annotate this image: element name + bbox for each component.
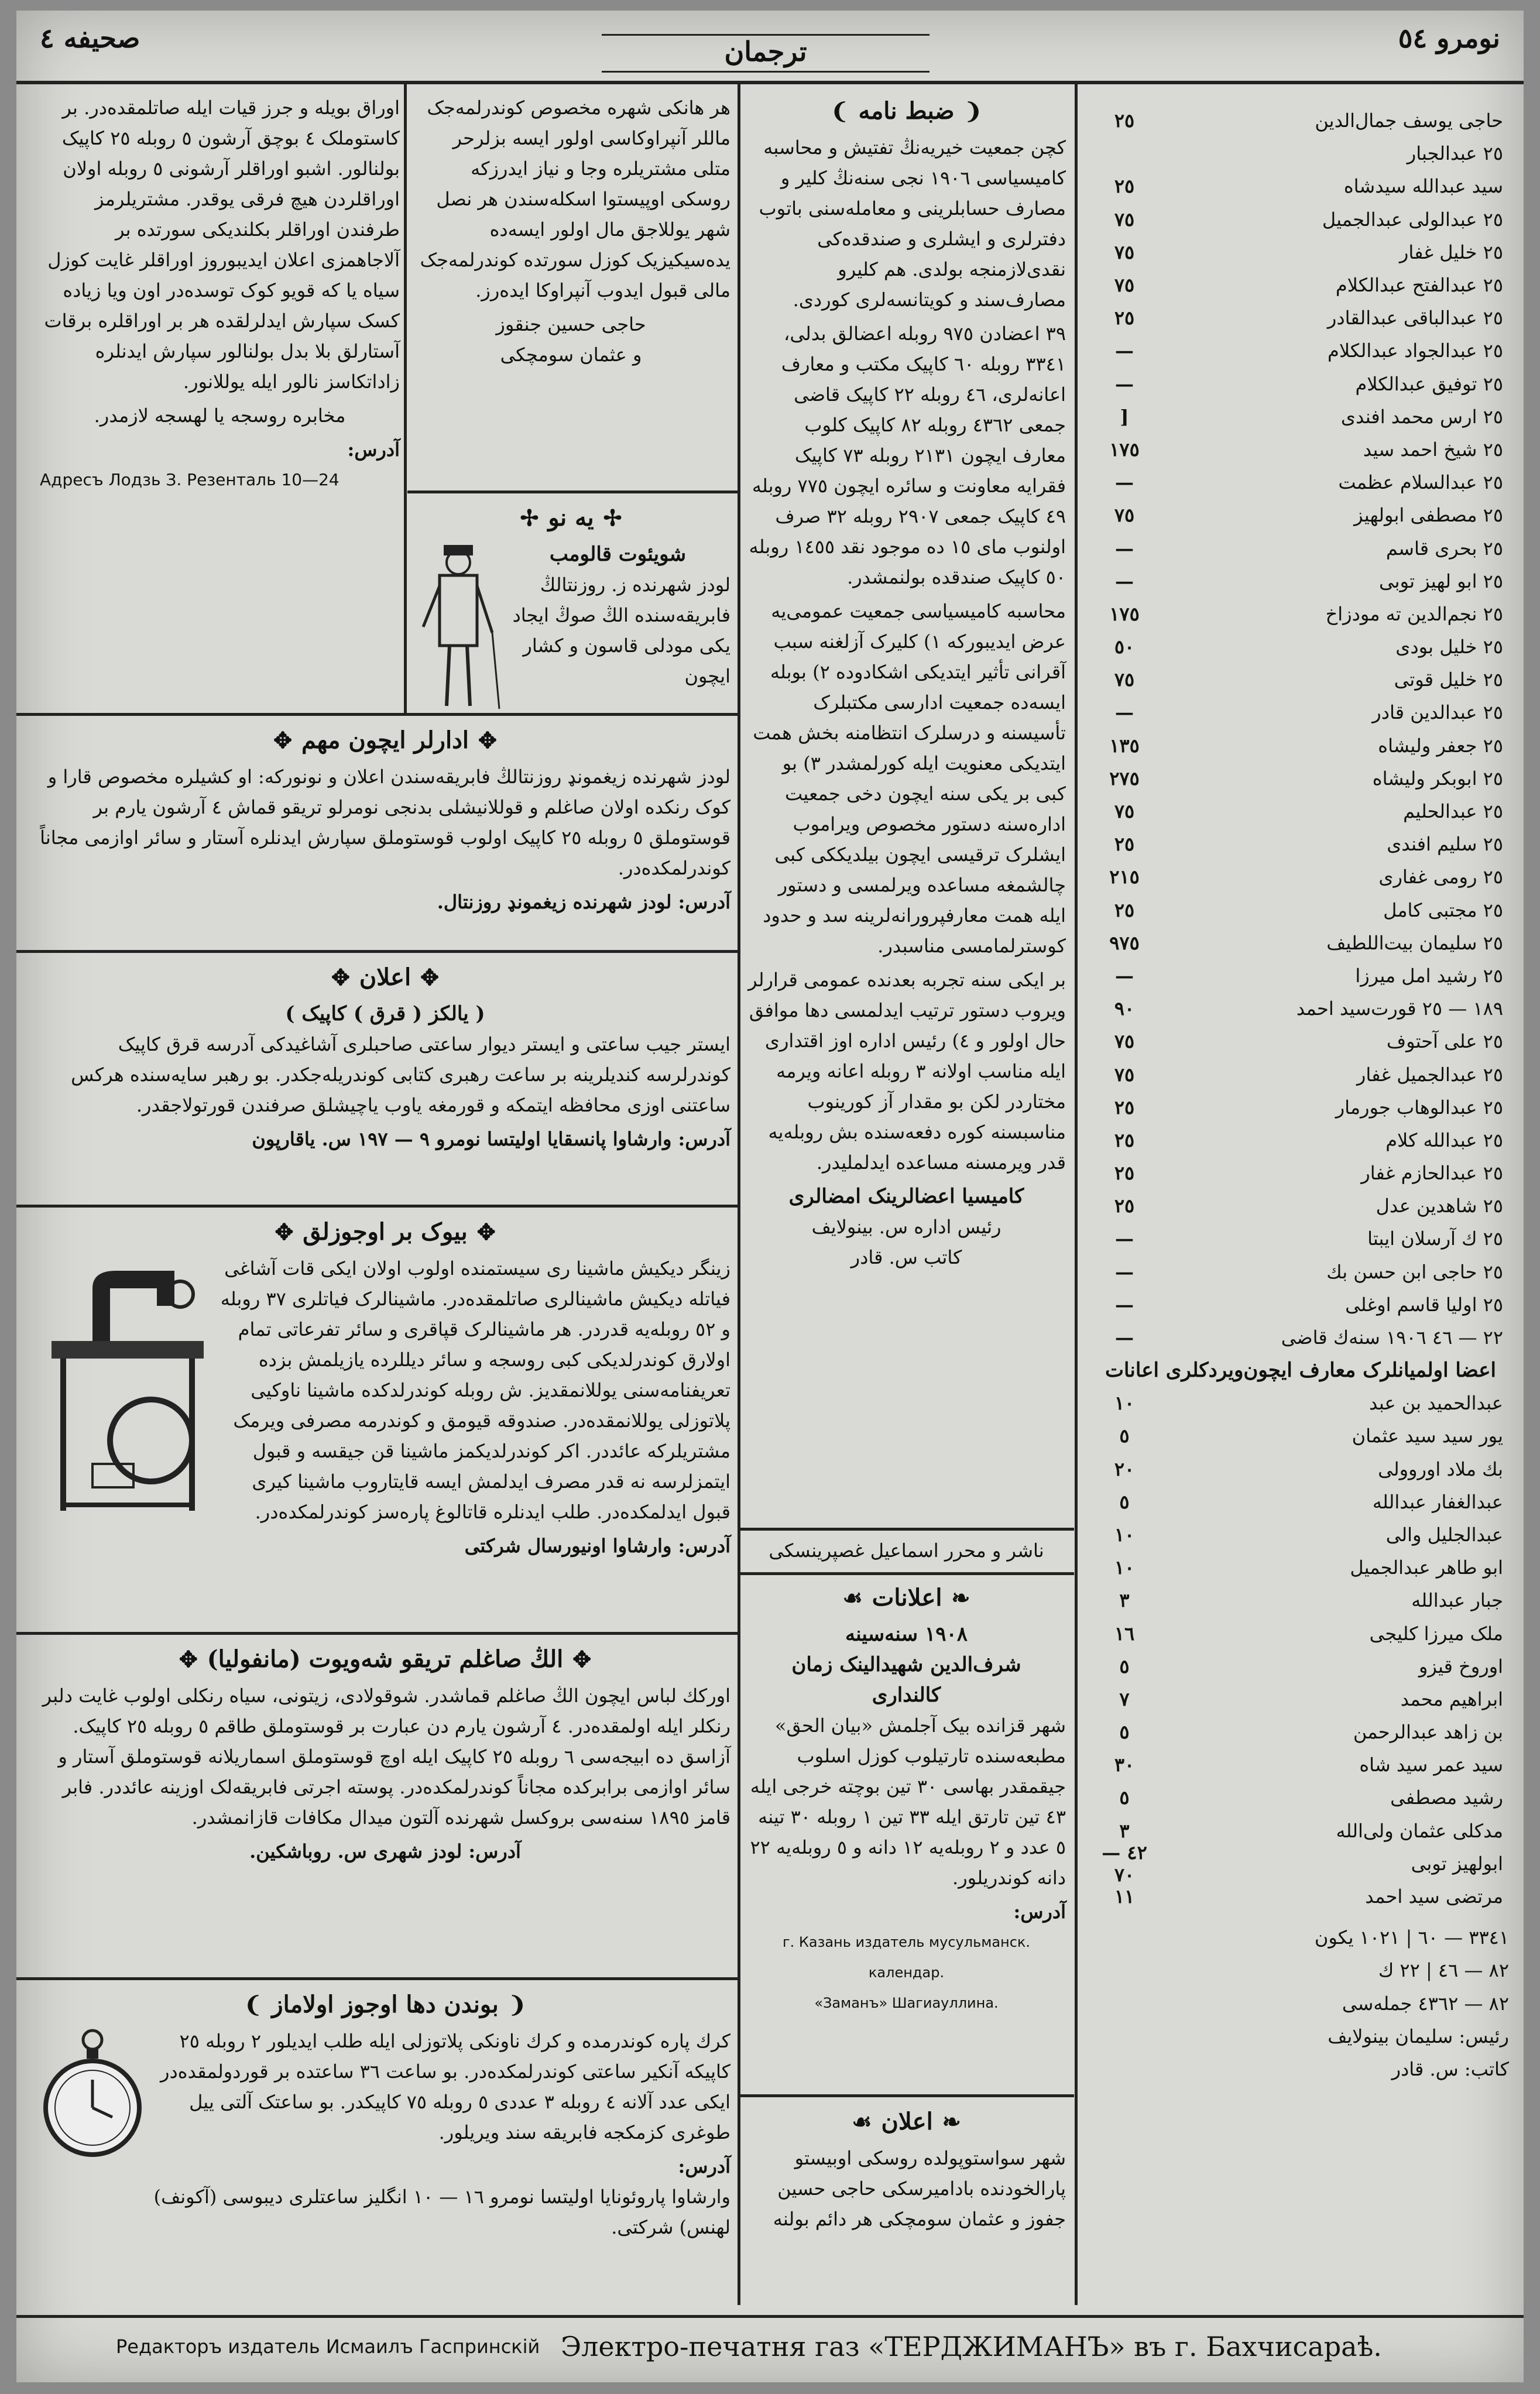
editor-line: Редакторъ издатель Исмаилъ Гаспринскій: [116, 2335, 540, 2358]
donation-row: [1092, 696, 1509, 729]
donor-name: ٢٢ — ٤٦ ١٩٠٦ سنه‌ك قاضی: [1281, 1326, 1503, 1349]
donation-row: [1092, 1650, 1509, 1683]
donation-amount: ٧٥: [1114, 274, 1135, 297]
ad-body: شهر سواستوپولده روسکی اوبیستو پارالخودنده بادامیرسکی حاجی حسین جفوز و عثمان سومچکی هر دائم بولنه: [773, 2147, 1066, 2230]
column-rule: [1075, 81, 1078, 2305]
donor-name: اوروخ قیزو: [1418, 1655, 1503, 1678]
calendar-body: شهر قزانده بیک آجلمش «بیان الحق» مطبعه‌سنده تارتیلوب کوزل اسلوب جیقمقدر بهاسی ٣٠ تین بوچته خرجی ایله ٤٣ تین تارتق ایله ٣٣ تین ١ روبله ٣٠ تینه ٥ عدد و ٢ روبله‌یه ١٢ دانه و ٥ روبله‌یه ٢٢ دانه کوندریلور.: [750, 1714, 1066, 1889]
donation-amount: ٥: [1119, 1655, 1130, 1678]
ad-important: [40, 722, 730, 917]
donor-name: ٢٥ عبدالباقی عبدالقادر: [1327, 307, 1503, 330]
donation-row: [1092, 1058, 1509, 1090]
donation-row: [1092, 400, 1509, 433]
donation-row: [1092, 1781, 1509, 1814]
donation-row: [1092, 828, 1509, 860]
ad-body: زینگر دیکیش ماشینا ری سیستمنده اولوب اولان ایکی قات آشاغی فیاتله دیکیش ماشینالری صاتلمقده‌در. ماشینالرک فیاتلری ٣٧ روبله و ٥٢ روبله‌یه قدردر. هر ماشینالرک قپاقری و سائر تفرعاتی تمام اولارق کوندرلدیکی کبی روسجه و سائر دیللرده یازیلمش بزده تعریفنامه‌سنی یوللانمقدیز. ش روبله کوندرلدکده ماشینا ناوکیی پلاتوزلی یوللانمقده‌در. صندوقه قیومق و کوندرمه مصرفی ویرمک مشتریلرکه عائددر. اکر کوندرلدیکمز ماشینا قن جیقسه و قبول ایتمزلرسه نه قدر مصرف ایدلمش ایسه قایتاروب ماشینا کیری قبول ایدلمکده‌در. طلب ایدنلره قاتالوغ پاره‌سز کوندرلمکده‌در.: [220, 1257, 730, 1523]
ad-shop: [747, 2103, 1066, 2238]
donor-name: ٢٥ عبدالحلیم: [1403, 800, 1503, 823]
donation-row: [1092, 466, 1509, 499]
donation-amount: —: [1115, 339, 1134, 362]
donation-row: [1092, 137, 1509, 170]
ad-note: مخابره روسجه یا لهسجه لازمدر.: [94, 404, 346, 427]
donation-row: [1092, 1453, 1509, 1486]
ad-body: اوركك لباس ایچون الڭ صاغلم قماشدر. شوقولادی، زیتونی، سیاه رنکلی اولوب غایت دلبر رنکلر ایله اولمقده‌در. ٤ آرشون یارم دن عبارت بر قوستوملق طاقم ٥ روبله ٢٥ کاپیک. آزاسق ده ابیجه‌سی ٦ روبله ٢٥ کاپیک ایله اوچ قوستوملق اسماریلانه قوستوملق آستار و سائر اوازمی برابرکده مجاناً کوندرلمکده‌در. پوسته اجرتی فابریقه‌لک اوزینه عائددر. فابر قامز ١٨٩٥ سنه‌سی بروکسل شهرنده آلتون میدال مکافات قازانمشدر.: [42, 1685, 730, 1829]
donation-amount: ٧٥: [1114, 800, 1135, 823]
donation-amount: ٧٥: [1114, 241, 1135, 263]
masthead: ترجمان: [602, 34, 930, 73]
donor-name: حاجی یوسف جمال‌الدین: [1315, 109, 1503, 132]
donation-row: [1092, 1387, 1509, 1419]
donor-name: ٢٥ ارس محمد افندی: [1340, 405, 1503, 428]
address-russian: «Заманъ» Шагиауллина.: [814, 1995, 999, 2011]
donation-amount: ٧٥: [1114, 504, 1135, 527]
divider: [740, 1528, 1074, 1531]
donation-amount: ٥: [1119, 1425, 1130, 1448]
donation-amount: —: [1115, 964, 1134, 987]
donation-amount: ٧٥: [1114, 208, 1135, 231]
ad-new-fabric: [411, 499, 730, 715]
notice-paragraph: بر ایکی سنه تجربه بعدنده عمومی قرارلر ویروب دستور ترتیب ایدلمسی دها موافق حال اولور و ٤) رئیس اداره اوز اقتداری ایله مناسب اولانه ٣ روبله اعانه ویرمه مختاردر لکن بو مقدار آز کورینوب مناسبسنه کوره دفعه‌سنده بش روبله‌یه قدر ویرمسنه مساعده ایدلملیدر.: [748, 969, 1066, 1174]
sewing-machine-icon: [40, 1253, 215, 1522]
donation-amount: —: [1115, 537, 1134, 560]
ad-title: ✥ادارلر ایچون مهم✥: [40, 725, 730, 756]
donor-name: ٢٥ رومی غفاری: [1378, 866, 1503, 889]
donation-amount: ٥: [1119, 1786, 1130, 1809]
ad-title: ❧اعلان☙: [747, 2107, 1066, 2137]
donation-amount: ٢٠: [1114, 1457, 1135, 1480]
donation-row: [1092, 1189, 1509, 1222]
ad-subtitle: شویئوت قالومب: [549, 543, 687, 566]
donor-name: ٢٥ سلیمان بیت‌اللطیف: [1326, 931, 1503, 954]
donation-amount: ١٣٥: [1109, 734, 1140, 757]
donation-row: [1092, 663, 1509, 696]
donor-name: ١٨٩ — ٢٥ قورت‌سید احمد: [1296, 997, 1503, 1020]
ad-body: لودز شهرنده زیغمونډ روزنتالڭ فابریقه‌سندن اعلان و نونورکه: او کشیلره مخصوص قارا و کوک رنکده اولان صاغلم و قوللانیشلی بدنجی نومرلو تریقو قماش ٤ آرشون یارم بر قوستوملق ٥ روبله ٢٥ کاپیک اولوب قوستوملق سپارش ایدنلره آستار و سائر اوازمی مجاناً کوندرلمکده‌در.: [40, 766, 730, 879]
ad-body: ایستر جیب ساعتی و ایستر دیوار ساعتی صاحبلری آشاغیدکی آدرسه قرق کاپیک کوندرلرسه کندیلرینه بر ساعت رهبری کتابی کوندریله‌جکدر. بو رهبر سایه‌سنده هرکس ساعتنی اوزی محافظه ایتمکه و قورمغه یاوب یاچیشلق صرفندن قورتولاجقدر.: [71, 1033, 730, 1116]
donation-amount: ٧: [1119, 1688, 1130, 1710]
notice-paragraph: ٣٩ اعضادن ٩٧٥ روبله اعضالق بدلی، ٣٣٤١ روبله ٦٠ کاپیک مکتب و معارف اعانه‌لری، ٤٦ روبله ٢٢ کاپیک قاضی جمعی ٤٣٦٢ روبله ٨٢ کاپیک کلوب معارف ایچون ٢١٣١ روبله ٧٣ کاپیک فقرایه معاونت و سائره ایچون ٧٧٥ روبله ٤٩ کاپیک جمعی ٢٩٠٧ روبله ٣٢ صرف اولنوب مای ١٥ ده موجود نقد ١٤٥٥ روبله ٥٠ کاپیک صندقده بولنمشدر.: [749, 323, 1066, 588]
donation-amount: ٢٥: [1114, 1129, 1135, 1151]
donation-row: [1092, 1551, 1509, 1584]
donor-name: ٢٥ عبدالوهاب جورمار: [1335, 1096, 1503, 1119]
donor-name: ملک میرزا کلیجی: [1369, 1622, 1503, 1645]
column-notice: [747, 92, 1066, 1273]
calendar-year: ١٩٠٨ سنه‌سینه: [845, 1623, 968, 1646]
ad-title: ❨بوندن دها اوجوز اولاماز❩: [40, 1990, 730, 2020]
donor-name: یور سید سید عثمان: [1352, 1425, 1503, 1448]
ad-cheap-watch: [40, 1986, 730, 2246]
divider: [16, 1977, 740, 1980]
donation-row: [1092, 729, 1509, 762]
ad-watch-guide: [40, 959, 730, 1154]
ornament-icon: ☙: [842, 1584, 863, 1611]
donor-name: عبدالغفار عبدالله: [1372, 1490, 1503, 1513]
donor-name: ٢٥ عبدالولی عبدالجمیل: [1322, 208, 1503, 231]
donation-amount: ٧٥: [1114, 1063, 1135, 1086]
donor-name: جبار عبدالله: [1411, 1589, 1503, 1612]
donation-row: [1092, 531, 1509, 564]
ad-title: ✥بیوک بر اوجوزلق✥: [40, 1217, 730, 1247]
donation-amount: —: [1115, 471, 1134, 494]
donor-name: سید عمر سید شاه: [1359, 1754, 1503, 1776]
ornament-icon: ❨: [507, 1991, 527, 2018]
donor-name: ٢٥ رشید امل میرزا: [1355, 964, 1503, 987]
donation-list: [1092, 104, 1509, 2086]
donation-amount: ٢٥: [1114, 1096, 1135, 1119]
donation-amount: ٢٥: [1114, 833, 1135, 856]
donation-row: [1092, 1841, 1509, 1886]
donor-name: ٢٥ مصطفی ابولهیز: [1354, 504, 1503, 527]
donation-row: [1092, 1683, 1509, 1716]
donation-amount: —: [1115, 1326, 1134, 1349]
donation-amount: —: [1115, 1260, 1134, 1283]
donation-row: [1092, 630, 1509, 663]
ad-subtitle: ( یالکز ( قرق ) کاپیک ): [285, 1002, 485, 1025]
donation-amount: ٥٠: [1114, 636, 1135, 658]
donor-name: ٢٥ خلیل غفار: [1399, 241, 1503, 263]
signature: حاجی حسین جنقوز: [496, 313, 646, 335]
signer: کاتب س. قادر: [850, 1246, 962, 1268]
donation-amount: ٣٠: [1114, 1754, 1135, 1776]
address-label: آدرس:: [678, 2155, 730, 2177]
ad-address: آدرس: لودز شهری س. روباشکین.: [249, 1840, 521, 1863]
donation-amount: ١٧٥: [1109, 602, 1140, 625]
ads-title: ❧اعلانات☙: [747, 1583, 1066, 1613]
ad-body: اوراق بویله و جرز قیات ایله صاتلمقده‌در. بر کاستوملک ٤ بوچق آرشون ٥ روبله ٢٥ کاپیک بولنالور. اشبو اوراقلر آرشونی ٥ روبله اولان اوراقلردن هیچ فرقی یوقدر. مشتریلرمز طرفندن اوراقلر بکلندیکی سورتده بر آلاجاهمزی اعلان ایدیبوروز اوراقلر غایت کوزل سیاه یا که قویو کوک توسده‌در اون ویا زیاده کسک سپارش ایدلرلقده هر بر اوراقلره برقات آستارلق بلا بدل بولنالور سپارش ایدنلره زاداتکاسز نالور ایله یوللانور.: [44, 97, 400, 393]
donor-name: ٢٥ جعفر ولیشاه: [1378, 734, 1503, 757]
donation-row: [1092, 368, 1509, 400]
divider: [407, 491, 739, 493]
donation-row: [1092, 762, 1509, 795]
donor-name: عبدالجلیل والی: [1385, 1523, 1503, 1546]
donation-row: [1092, 1288, 1509, 1321]
ad-title: ✥الڭ صاغلم تریقو شه‌ویوت (مانفولیا)✥: [40, 1644, 730, 1675]
ornament-icon: ✥: [572, 1646, 592, 1672]
press-line: Электро-печатня газ «ТЕРДЖИМАНЪ» въ г. Бахчисараѣ.: [561, 2331, 1382, 2362]
page-footer: [16, 2315, 1524, 2382]
donation-amount: —: [1115, 1293, 1134, 1316]
donation-row: [1092, 104, 1509, 137]
ornament-icon: ❧: [951, 1584, 970, 1611]
donor-name: ٢٥ ك آرسلان ایبتا: [1367, 1227, 1503, 1250]
notice-paragraph: کچن جمعیت خیریه‌نڭ تفتیش و محاسبه کامیسیاسی ١٩٠٦ نجی سنه‌نڭ کلیر و مصارف حسابلرینی و معامله‌سنی باتوب دفترلری و ایشلری و صندقده‌کی نقدی‌لازمنجه بولدی. هم کلیرو مصارف‌سند و کویتانسه‌لری کوردی.: [759, 136, 1066, 311]
donor-name: ابو طاهر عبدالجمیل: [1350, 1556, 1503, 1579]
donation-amount: ٢١٥: [1109, 866, 1140, 889]
donation-amount: ٧٥: [1114, 668, 1135, 691]
donation-row: [1092, 1486, 1509, 1518]
donation-row: [1092, 301, 1509, 334]
divider: [740, 2094, 1074, 2097]
donor-name: ٢٥ ابوبکر ولیشاه: [1372, 767, 1503, 790]
ad-address: وارشاوا پاروئونایا اولیتسا نومرو ١٦ — ١٠ انگلیز ساعتلری دیبوسی (آکونف) لهنس) شرکتی.: [153, 2186, 730, 2238]
donation-row: [1092, 1157, 1509, 1189]
calendar-title: کالنداری: [872, 1683, 941, 1707]
donation-amount: ٥: [1119, 1721, 1130, 1744]
donation-row: [1092, 1518, 1509, 1551]
address-label: آدرس:: [1013, 1901, 1066, 1923]
ornament-icon: ❩: [243, 1991, 263, 2018]
donor-name: بن زاهد عبدالرحمن: [1353, 1721, 1503, 1744]
divider: [16, 1632, 740, 1635]
donor-name: ٢٥ سلیم افندی: [1387, 833, 1503, 856]
ad-sewing-machine: [40, 1213, 730, 1561]
donor-name: ٢٥ عبدالحازم غفار: [1361, 1162, 1503, 1185]
signer: رئیس اداره س. بینولایف: [811, 1216, 1001, 1238]
donation-amount: —: [1115, 570, 1134, 592]
column-middle-top: [411, 92, 730, 370]
ads-section: [747, 1579, 1066, 2018]
donation-row: [1092, 1617, 1509, 1649]
donation-amount: —: [1115, 372, 1134, 395]
donation-row: [1092, 433, 1509, 466]
donor-name: ٢٥ عبدالجمیل غفار: [1356, 1063, 1503, 1086]
donation-row: [1092, 860, 1509, 893]
ad-address: آدرس: وارشاوا اونیورسال شرکتی: [464, 1535, 730, 1557]
donor-name: ٢٥ عبدالجواد عبدالکلام: [1328, 339, 1503, 362]
donation-row: [1092, 236, 1509, 269]
donation-amount: ٥: [1119, 1490, 1130, 1513]
gentleman-figure-icon: [411, 539, 505, 715]
donor-name: ٢٥ حاجی ابن حسن بك: [1326, 1260, 1503, 1283]
calendar-title: شرف‌الدین شهیدالینک زمان: [791, 1653, 1021, 1676]
ornament-icon: ❧: [942, 2108, 961, 2135]
donor-name: ٢٥ عبدالسلام عظمت: [1338, 471, 1503, 494]
notice-title: ❨ضبط نامه❩: [747, 96, 1066, 126]
donation-row: [1092, 894, 1509, 927]
donor-name: ٢٥ مجتبی کامل: [1383, 898, 1503, 921]
donation-amount: ٣: [1119, 1819, 1130, 1842]
publisher-line: ناشر و محرر اسماعیل غصپرینسکی: [769, 1539, 1044, 1562]
donor-name: ابراهیم محمد: [1400, 1688, 1503, 1710]
donation-amount: ٩٧٥: [1109, 931, 1140, 954]
donation-row: [1092, 1256, 1509, 1288]
notice-body: هر هانکی شهره مخصوص کوندرلمه‌جک ماللر آنپراوکاسی اولور ایسه بزلرحر متلی مشتریلره وجا و نیاز ایدرزکه روسکی اوپیستوا اسکله‌سندن هر نصل شهر یوللاجق مال اولور ایسه‌ده یده‌سیکیزیک کوزل سورتده کوندرلمه‌جک مالی قبول ایدوب آنپراوکا ایده‌رز.: [420, 97, 730, 301]
donation-amount: ١١: [1114, 1885, 1135, 1908]
ad-body: کرك پاره کوندرمده و کرك ناونکی پلاتوزلی ایله طلب ایدیلور ٢ روبله ٢٥ کاپیکه آنکیر ساعتی کوندرلمکده‌در. بو ساعت ٣٦ ساعتده بر قوردولمقده‌در ایکی عدد آلانه ٤ روبله ٣ عددی ٥ روبله ٧٥ کاپیکدر. بو ساعتک آلتی ییل طوغری کزمکجه فابریقه سند ویریلور.: [160, 2030, 730, 2143]
column-left-top: [40, 92, 400, 495]
ornament-icon: ✥: [275, 1219, 294, 1245]
donation-amount: ٢٥: [1114, 175, 1135, 198]
donation-row: [1092, 1222, 1509, 1255]
donation-row: [1092, 959, 1509, 992]
donation-amount: ٢٥: [1114, 1162, 1135, 1185]
ad-body: لودز شهرنده ز. روزنتالڭ فابریقه‌سنده الڭ صوڭ ایجاد یکی مودلی قاسون و کشار ایچون: [512, 574, 730, 687]
donor-name: رشید مصطفی: [1390, 1786, 1503, 1809]
donation-row: [1092, 1584, 1509, 1617]
column-rule: [404, 81, 407, 713]
divider: [740, 1572, 1074, 1575]
donation-row: [1092, 1419, 1509, 1452]
ornament-icon: ✥: [420, 964, 439, 990]
donor-name: بك ملاد اوروولی: [1378, 1457, 1503, 1480]
donor-name: ٢٥ بحری قاسم: [1385, 537, 1503, 560]
donation-amount: ٢٥: [1114, 109, 1135, 132]
donor-name: ٢٥ خلیل قوتی: [1394, 668, 1503, 691]
address-russian: г. Казань издатель мусульманск. календар.: [782, 1934, 1031, 1981]
donation-amount: ٤٢ — ٧٠: [1102, 1841, 1147, 1886]
donation-row: [1092, 992, 1509, 1025]
total-line: ٣٣٤١ — ٦٠ | ١٠٢١ یکون: [1314, 1926, 1509, 1949]
donation-row: [1092, 170, 1509, 203]
divider: [16, 1205, 740, 1208]
donor-name: ٢٥ شیخ احمد سید: [1363, 438, 1503, 461]
donor-name: مدکلی عثمان ولی‌الله: [1336, 1819, 1503, 1842]
donation-amount: ١٧٥: [1109, 438, 1140, 461]
page-header: [16, 11, 1524, 84]
ornament-icon: ✥: [273, 727, 292, 753]
ornament-icon: ✢: [520, 505, 539, 531]
donation-row: [1092, 1748, 1509, 1781]
issue-number: نومرو ٥٤: [1398, 22, 1500, 54]
donation-row: [1092, 565, 1509, 598]
pocket-watch-icon: [40, 2026, 145, 2166]
divider: [16, 950, 740, 953]
donation-amount: ٢٥: [1114, 307, 1135, 330]
donor-name: مرتضی سید احمد: [1365, 1885, 1503, 1908]
donor-name: ٢٥ ابو لهیز توبی: [1378, 570, 1503, 592]
donation-amount: ١٠: [1114, 1523, 1135, 1546]
donor-name: ٢٥ عبدالجبار: [1407, 142, 1503, 165]
donation-amount: —: [1115, 701, 1134, 724]
ad-title: ✢یه نو✢: [411, 503, 730, 533]
donation-amount: —: [1115, 1227, 1134, 1250]
donation-row: [1092, 203, 1509, 236]
donor-name: ٢٥ شاهدین عدل: [1376, 1195, 1503, 1217]
donor-name: ٢٥ عبدالدین قادر: [1372, 701, 1503, 724]
donor-name: ابولهیز توبی: [1411, 1852, 1503, 1875]
divider: [16, 713, 740, 716]
donor-name: ٢٥ نجم‌الدین ته مودزاخ: [1325, 602, 1503, 625]
ornament-icon: ❩: [830, 98, 849, 124]
donation-row: [1092, 1880, 1509, 1913]
ornament-icon: ✥: [331, 964, 350, 990]
notice-paragraph: محاسبه کامیسیاسی جمعیت عمومی‌یه عرض ایدیبورکه ١) کلیرک آزلغنه سبب آقرانی تأثیر ایتدیکی اشکادوده ٢) بوبله ایسه‌ده جمعیت ادارسی مکتبلرک تأسیسنه و درسلرک انتظامنه بخش همت ایتدیکی معنویت ایله کورلمشدر ٣) بو کبی بر یکی سنه ایچون دخی جمعیت اداره‌سنه دستور مخصوص ویراموب ایشلرک ترقیسی ایچون بیلدیککی کبی چالشمغه مساعده ویرلمسی و دستور ایله همت معارفپرورانه‌لرینه سد و حدود کوسترلمامسی مناسبدر.: [753, 600, 1066, 957]
ornament-icon: ✥: [478, 727, 497, 753]
address-russian: Адресъ Лодзь З. Резенталь 10—24: [40, 470, 339, 489]
ornament-icon: ❨: [963, 98, 983, 124]
ornament-icon: ✥: [179, 1646, 198, 1672]
donor-name: عبدالحمید بن عبد: [1369, 1392, 1503, 1415]
donation-amount: ٢٥: [1114, 898, 1135, 921]
donation-row: [1092, 1321, 1509, 1354]
donation-row: [1092, 598, 1509, 630]
donation-amount: ٢٧٥: [1109, 767, 1140, 790]
total-line: ٨٢ — ٤٦ | ٢٢ ك: [1378, 1959, 1509, 1982]
page-label: صحیفه ٤: [40, 22, 140, 54]
newspaper-page: [16, 11, 1524, 2382]
column-rule: [738, 81, 740, 2305]
donation-amount: ٢٥: [1114, 1195, 1135, 1217]
ad-title: ✥اعلان✥: [40, 962, 730, 993]
donor-name: ٢٥ توفیق عبدالکلام: [1355, 372, 1503, 395]
total-line: ٨٢ — ٤٣٦٢ جمله‌سی: [1342, 1992, 1509, 2015]
donation-amount: ١٦: [1114, 1622, 1135, 1645]
donation-row: [1092, 334, 1509, 367]
donation-row: [1092, 1025, 1509, 1058]
donation-row: [1092, 1716, 1509, 1748]
donor-name: ٢٥ عبدالله کلام: [1385, 1129, 1503, 1151]
ad-address: آدرس: لودز شهرنده زیغمونډ روزنتال.: [437, 891, 730, 913]
donation-row: [1092, 927, 1509, 959]
donation-row: [1092, 1091, 1509, 1124]
ad-address: آدرس: وارشاوا پانسقایا اولیتسا نومرو ٩ — ١٩٧ س. یاقارپون: [252, 1128, 730, 1150]
donation-amount: ١٠: [1114, 1392, 1135, 1415]
ornament-icon: ☙: [852, 2108, 872, 2135]
donor-name: ٢٥ اولیا قاسم اوغلی: [1345, 1293, 1503, 1316]
signature: رئیس: سلیمان بینولایف: [1328, 2025, 1509, 2047]
address-label: آدرس:: [347, 438, 400, 461]
signers-heading: کامیسیا اعضالرینک امضالری: [788, 1185, 1024, 1208]
donor-name: سید عبدالله سیدشاه: [1343, 175, 1503, 198]
donation-row: [1092, 269, 1509, 301]
donor-name: ٢٥ عبدالفتح عبدالکلام: [1335, 274, 1503, 297]
ornament-icon: ✢: [603, 505, 622, 531]
donation-row: [1092, 795, 1509, 828]
donation-row: [1092, 499, 1509, 531]
signature: و عثمان سومچکی: [500, 344, 642, 366]
donation-amount: ٣: [1119, 1589, 1130, 1612]
members-heading: اعضا اولمیانلرک معارف ایچون‌ویردکلری اعانات: [1105, 1359, 1496, 1383]
ornament-icon: ✥: [476, 1219, 496, 1245]
ad-tricot: [40, 1641, 730, 1867]
donation-amount: ٧٥: [1114, 1030, 1135, 1053]
donor-name: ٢٥ خلیل بودی: [1395, 636, 1503, 658]
donation-amount: ١٠: [1114, 1556, 1135, 1579]
donation-amount: ٩٠: [1114, 997, 1135, 1020]
donation-row: [1092, 1124, 1509, 1157]
signature: کاتب: س. قادر: [1391, 2057, 1509, 2080]
donation-amount: [: [1120, 405, 1129, 428]
donor-name: ٢٥ علی آحتوف: [1386, 1030, 1503, 1053]
